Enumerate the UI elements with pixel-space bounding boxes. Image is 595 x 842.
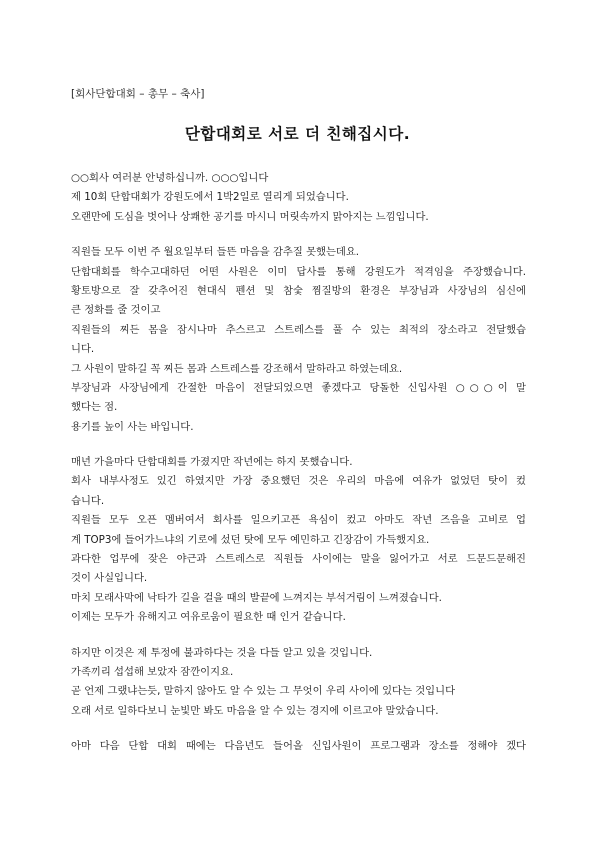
text-line: 것이 사실입니다.: [71, 572, 148, 585]
paragraph: [71, 737, 526, 756]
text-line: 습니다.: [71, 494, 105, 507]
text-line: 직원들 모두 오픈 멤버여서 회사를 일으키고픈 욕심이 컸고 아마도 작년 즈음을 고비로 업: [71, 514, 527, 527]
text-line: 이제는 모두가 유해지고 여유로움이 필요한 때 인거 같습니다.: [71, 611, 346, 624]
paragraph: [71, 453, 526, 628]
text-line: 했다는 점.: [71, 401, 118, 414]
document-body: [71, 169, 526, 773]
text-line: 부장님과 사장님에게 간절한 마음이 전달되었으면 좋겠다고 당돌한 신입사원 ○○○이 말: [71, 381, 526, 394]
text-line: 단합대회를 학수고대하던 어떤 사원은 이미 답사를 통해 강원도가 적격임을 주장했습니다.: [71, 265, 526, 278]
text-line: 매년 가을마다 단합대회를 가졌지만 작년에는 하지 못했습니다.: [71, 456, 353, 469]
text-line: 오래 서로 일하다보니 눈빛만 봐도 마음을 알 수 있는 경지에 이르고야 말았습니다.: [71, 704, 439, 717]
text-line: 곧 언제 그랬냐는듯, 말하지 않아도 알 수 있는 그 무엇이 우리 사이에 있다는 것입니다: [71, 685, 456, 698]
text-line: 직원들의 찌든 몸을 잠시나마 추스르고 스트레스를 풀 수 있는 최적의 장소라고 전달했습: [71, 323, 526, 336]
paragraph: [71, 169, 526, 227]
page-title: 단합대회로 서로 더 친해집시다.: [184, 125, 411, 143]
text-line: 하지만 이것은 제 투정에 불과하다는 것을 다들 알고 있을 것입니다.: [71, 646, 373, 659]
text-line: 큰 정화를 줄 것이고: [71, 304, 161, 317]
text-line: 마치 모래사막에 낙타가 길을 걸을 때의 발끝에 느껴지는 부석거림이 느껴졌습니다.: [71, 591, 442, 604]
text-line: 계 TOP3에 들어가느냐의 기로에 섰던 탓에 모두 예민하고 긴장감이 가득했지요.: [71, 533, 430, 546]
text-line: 아마 다음 단합 대회 때에는 다음년도 들어올 신입사원이 프로그램과 장소를 정해야 겠다: [71, 740, 526, 753]
category-label: [회사단합대회 – 총무 – 축사]: [71, 88, 205, 100]
text-line: 과다한 업무에 잦은 야근과 스트레스로 직원들 사이에는 말을 잃어가고 서로 드문드문해진: [71, 553, 526, 566]
paragraph: [71, 644, 526, 722]
text-line: 니다.: [71, 343, 95, 356]
text-line: 용기를 높이 사는 바입니다.: [71, 420, 194, 433]
text-line: 황토방으로 잘 갖추어진 현대식 펜션 및 참숯 찜질방의 환경은 부장님과 사장님의 심신에: [71, 284, 526, 297]
text-line: ○○회사 여러분 안녕하십니까. ○○○입니다: [71, 172, 269, 184]
text-line: 회사 내부사정도 있긴 하였지만 가장 중요했던 것은 우리의 마음에 여유가 없었던 탓이 컸: [71, 475, 526, 488]
text-line: 그 사원이 말하길 꼭 찌든 몸과 스트레스를 강조해서 말하라고 하였는데요.: [71, 362, 403, 375]
text-line: 오랜만에 도심을 벗어나 상쾌한 공기를 마시니 머릿속까지 맑아지는 느낌입니다.: [71, 210, 429, 223]
text-line: 가족끼리 섭섭해 보았자 잠깐이지요.: [71, 665, 234, 678]
text-line: 제 10회 단합대회가 강원도에서 1박2일로 열리게 되었습니다.: [71, 191, 349, 204]
paragraph: [71, 243, 526, 437]
text-line: 직원들 모두 이번 주 월요일부터 들뜬 마음을 감추질 못했는데요.: [71, 246, 360, 259]
